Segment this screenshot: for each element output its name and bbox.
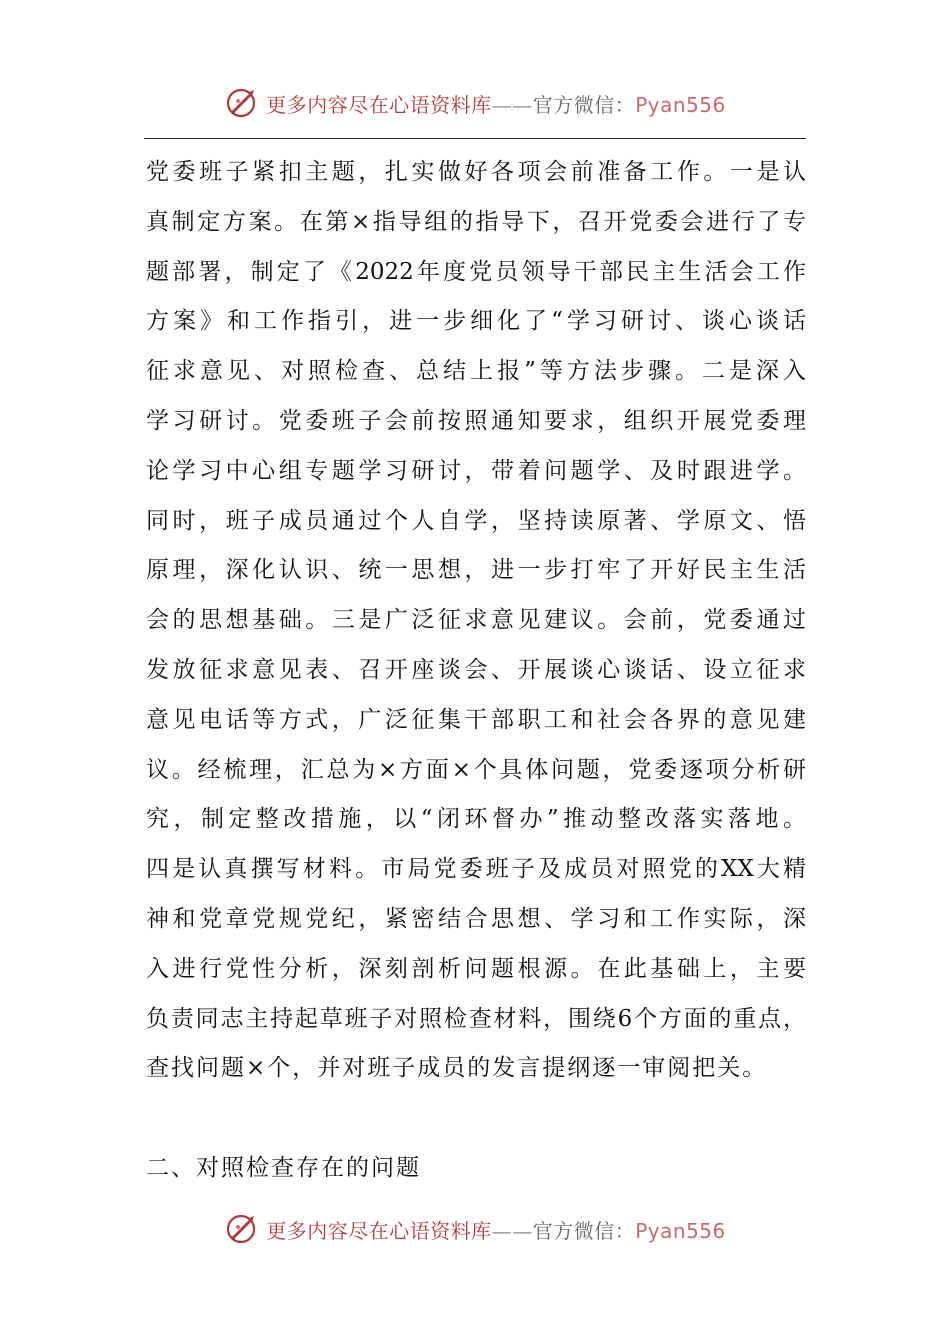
watermark-text — [266, 1215, 726, 1244]
body-line: 意见电话等方式，广泛征集干部职工和社会各界的意见建 — [146, 706, 806, 733]
watermark-tail: 官方微信： — [532, 1218, 636, 1243]
body-line: 会的思想基础。三是广泛征求意见建议。会前，党委通过 — [146, 607, 806, 634]
body-line: 神和党章党规党纪，紧密结合思想、学习和工作实际，深 — [146, 905, 806, 932]
body-line: 议。经梳理，汇总为×方面×个具体问题，党委逐项分析研 — [146, 756, 806, 783]
body-line: 入进行党性分析，深刻剖析问题根源。在此基础上，主要 — [146, 955, 806, 982]
watermark-main: 更多内容尽在心语资料库 — [266, 1218, 492, 1243]
body-line: 发放征求意见表、召开座谈会、开展谈心谈话、设立征求 — [146, 656, 806, 683]
body-line: 真制定方案。在第×指导组的指导下，召开党委会进行了专 — [146, 208, 806, 235]
watermark-main: 更多内容尽在心语资料库 — [266, 92, 492, 117]
watermark-tail: 官方微信： — [532, 92, 636, 117]
body-line: 题部署，制定了《2022年度党员领导干部民主生活会工作 — [146, 258, 806, 285]
watermark-dash: —— — [491, 1218, 533, 1243]
body-line: 学习研讨。党委班子会前按照通知要求，组织开展党委理 — [146, 407, 806, 434]
body-line: 究，制定整改措施，以“闭环督办”推动整改落实落地。 — [146, 806, 806, 833]
body-line: 征求意见、对照检查、总结上报”等方法步骤。二是深入 — [146, 358, 806, 385]
body-line: 方案》和工作指引，进一步细化了“学习研讨、谈心谈话 — [146, 308, 806, 335]
header-divider — [144, 138, 806, 139]
body-line: 查找问题×个，并对班子成员的发言提纲逐一审阅把关。 — [146, 1055, 768, 1082]
pen-circle-logo-icon — [224, 85, 260, 121]
body-paragraph — [146, 148, 806, 1094]
watermark-text — [266, 89, 726, 118]
section-heading: 二、对照检查存在的问题 — [146, 1155, 421, 1181]
body-line: 论学习中心组专题学习研讨，带着问题学、及时跟进学。 — [146, 457, 806, 484]
body-line: 四是认真撰写材料。市局党委班子及成员对照党的XX大精 — [146, 856, 806, 883]
watermark-dash: —— — [491, 92, 533, 117]
footer-watermark — [0, 1209, 950, 1249]
header-watermark — [0, 83, 950, 123]
body-line: 同时，班子成员通过个人自学，坚持读原著、学原文、悟 — [146, 507, 806, 534]
watermark-id: Pyan556 — [635, 1218, 726, 1243]
body-line: 原理，深化认识、统一思想，进一步打牢了开好民主生活 — [146, 557, 806, 584]
pen-circle-logo-icon — [224, 1211, 260, 1247]
body-line: 负责同志主持起草班子对照检查材料，围绕6个方面的重点， — [146, 1005, 806, 1032]
body-line: 党委班子紧扣主题，扎实做好各项会前准备工作。一是认 — [146, 159, 806, 185]
watermark-id: Pyan556 — [635, 92, 726, 117]
